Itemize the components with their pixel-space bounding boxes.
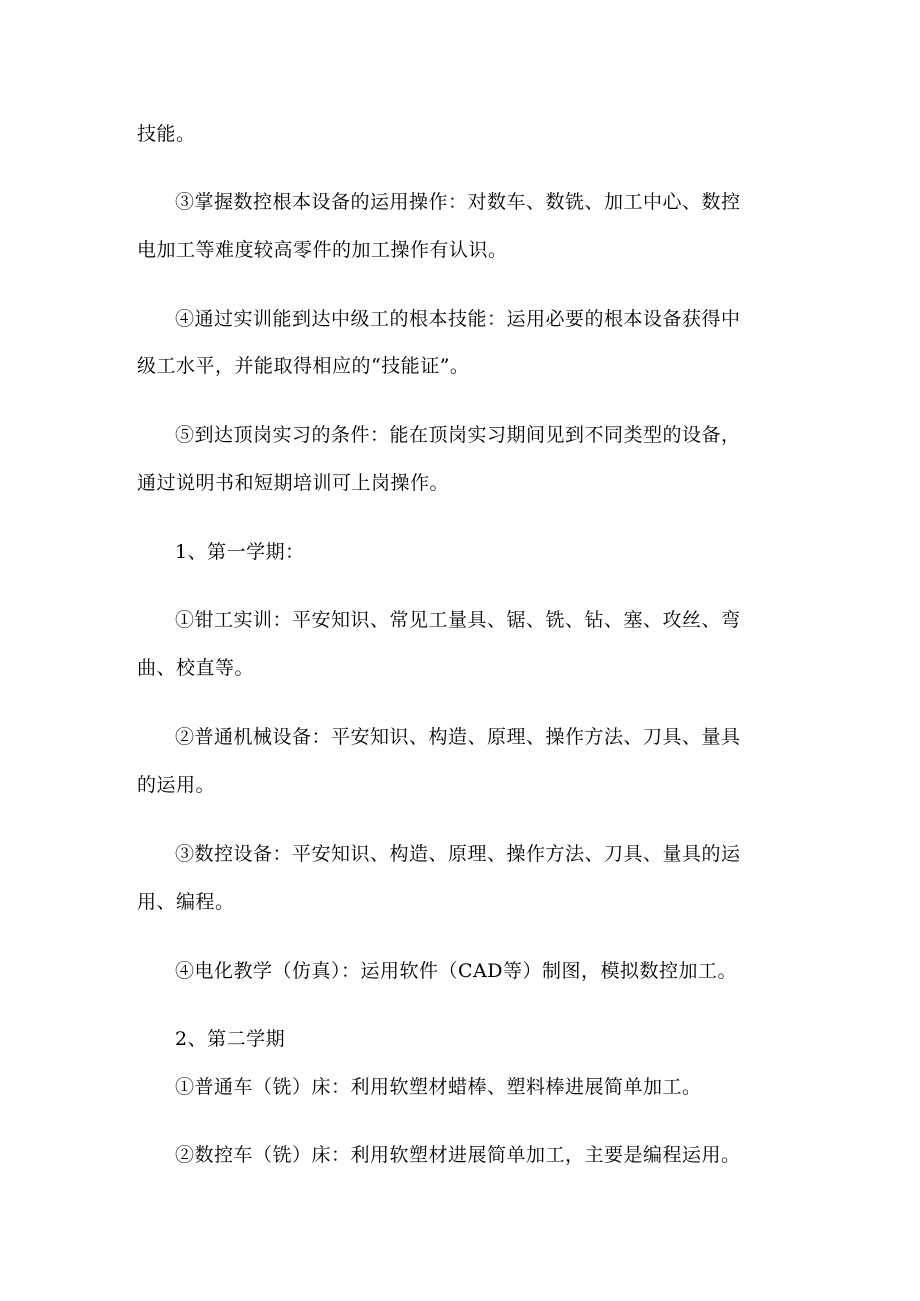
section-heading: 1、第一学期： — [175, 541, 305, 563]
paragraph-line: ④电化教学（仿真）：运用软件（CAD等）制图，模拟数控加工。 — [175, 960, 737, 982]
paragraph-line: ⑤到达顶岗实习的条件：能在顶岗实习期间见到不同类型的设备， — [175, 424, 741, 446]
paragraph-line: 的运用。 — [137, 774, 216, 796]
section-heading: 2、第二学期 — [175, 1028, 286, 1050]
paragraph-line: 用、编程。 — [137, 891, 235, 913]
paragraph-line: 技能。 — [137, 123, 196, 145]
paragraph-line: ③数控设备：平安知识、构造、原理、操作方法、刀具、量具的运 — [175, 843, 741, 865]
paragraph-line: 电加工等难度较高零件的加工操作有认识。 — [137, 239, 508, 261]
paragraph-line: ③掌握数控根本设备的运用操作：对数车、数铣、加工中心、数控 — [175, 191, 741, 213]
paragraph-line: ①钳工实训：平安知识、常见工量具、锯、铣、钻、塞、攻丝、弯 — [175, 609, 741, 631]
paragraph-line: ②数控车（铣）床：利用软塑材进展简单加工，主要是编程运用。 — [175, 1144, 741, 1166]
paragraph-line: ①普通车（铣）床：利用软塑材蜡棒、塑料棒进展简单加工。 — [175, 1076, 702, 1098]
paragraph-line: 通过说明书和短期培训可上岗操作。 — [137, 472, 450, 494]
paragraph-line: ②普通机械设备：平安知识、构造、原理、操作方法、刀具、量具 — [175, 726, 741, 748]
paragraph-line: ④通过实训能到达中级工的根本技能：运用必要的根本设备获得中 — [175, 308, 741, 330]
paragraph-line: 曲、校直等。 — [137, 657, 255, 679]
paragraph-line: 级工水平，并能取得相应的“技能证”。 — [137, 355, 470, 377]
